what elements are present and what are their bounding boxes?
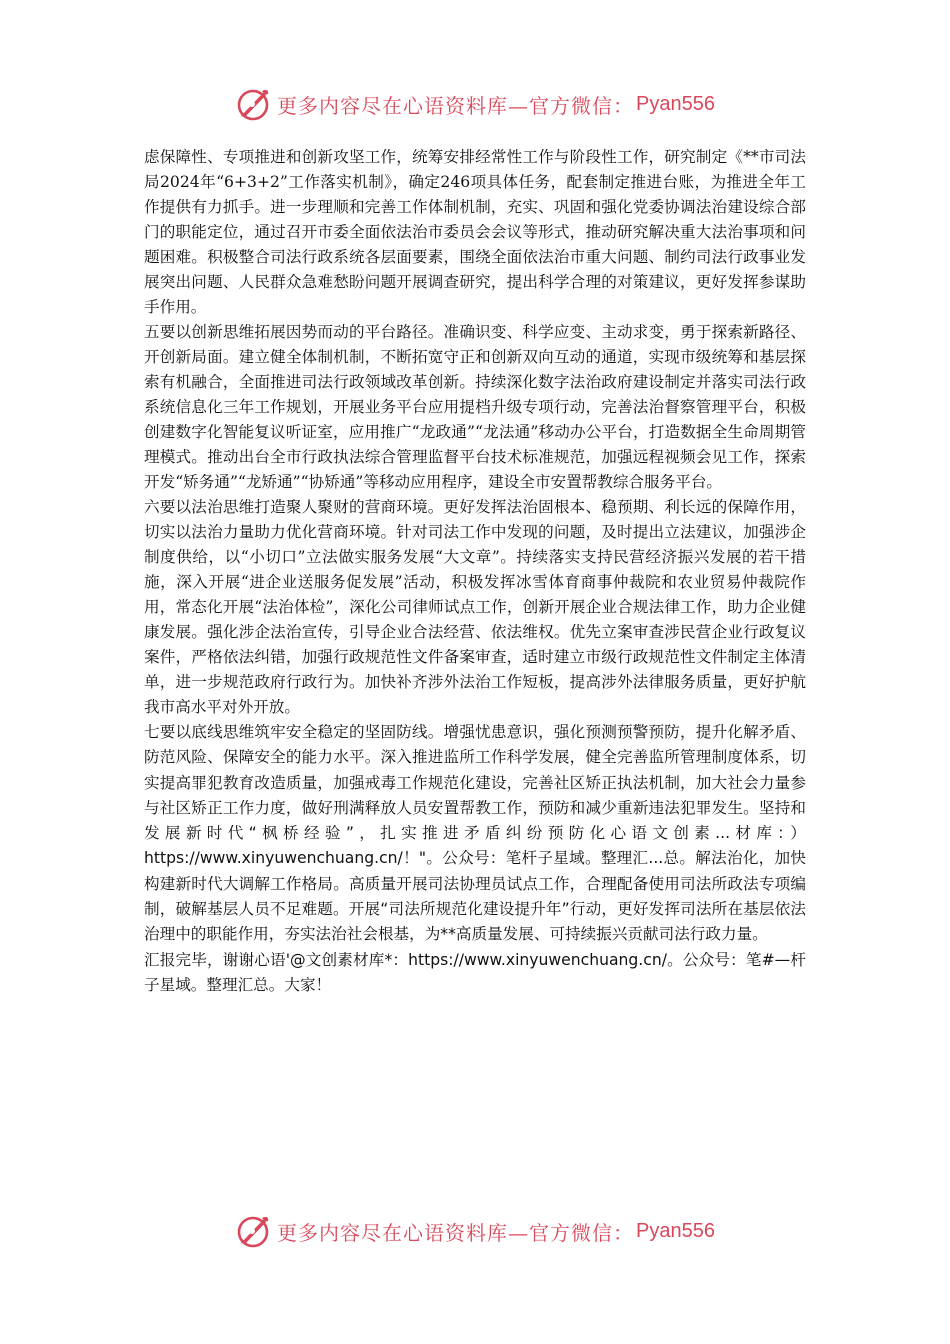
banner-text: 更多内容尽在心语资料库—官方微信：	[277, 93, 635, 118]
document-body	[144, 145, 806, 998]
paragraph-5: 五要以创新思维拓展因势而动的平台路径。准确识变、科学应变、主动求变，勇于探索新路径、开创新局面。建立健全体制机制，不断拓宽守正和创新双向互动的通道，实现市级统筹和基层探索有机融合，全面推进司法行政领域改革创新。持续深化数字法治政府建设制定并落实司法行政系统信息化三年工作规划，开展业务平台应用提档升级专项行动，完善法治督察管理平台，积极创建数字化智能复议听证室，应用推广“龙政通”“龙法通”移动办公平台，打造数据全生命周期管理模式。推动出台全市行政执法综合管理监督平台技术标准规范，加强远程视频会见工作，探索开发“矫务通”“龙矫通”“协矫通”等移动应用程序，建设全市安置帮教综合服务平台。	[144, 323, 806, 491]
paragraph-7: 七要以底线思维筑牢安全稳定的坚固防线。增强忧患意识，强化预测预警预防，提升化解矛盾、防范风险、保障安全的能力水平。深入推进监所工作科学发展，健全完善监所管理制度体系，切实提高罪犯教育改造质量，加强戒毒工作规范化建设，完善社区矫正执法机制，加大社会力量参与社区矫正工作力度，做好刑满释放人员安置帮教工作，预防和减少重新违法犯罪发生。坚持和发展新时代“枫桥经验”，扎实推进矛盾纠纷预防化心语文创素...材库：）https://www.xinyuwenchuang.cn/！"。公众号：笔杆子星域。整理汇...总。解法治化，加快构建新时代大调解工作格局。高质量开展司法协理员试点工作，合理配备使用司法所政法专项编制，破解基层人员不足难题。开展“司法所规范化建设提升年”行动，更好发挥司法所在基层依法治理中的职能作用，夯实法治社会根基，为**高质量发展、可持续振兴贡献司法行政力量。	[144, 723, 806, 944]
paragraph-6: 六要以法治思维打造聚人聚财的营商环境。更好发挥法治固根本、稳预期、利长远的保障作用，切实以法治力量助力优化营商环境。针对司法工作中发现的问题，及时提出立法建议，加强涉企制度供给，以“小切口”立法做实服务发展“大文章”。持续落实支持民营经济振兴发展的若干措施，深入开展“进企业送服务促发展”活动，积极发挥冰雪体育商事仲裁院和农业贸易仲裁院作用，常态化开展“法治体检”，深化公司律师试点工作，创新开展企业合规法律工作，助力企业健康发展。强化涉企法治宣传，引导企业合法经营、依法维权。优先立案审查涉民营企业行政复议案件，严格依法纠错，加强行政规范性文件备案审查，适时建立市级行政规范性文件制定主体清单，进一步规范政府行政行为。加快补齐涉外法治工作短板，提高涉外法律服务质量，更好护航我市高水平对外开放。	[144, 498, 806, 716]
header-banner	[0, 84, 950, 124]
banner-text: 更多内容尽在心语资料库—官方微信：	[277, 1220, 635, 1245]
footer-banner	[0, 1211, 950, 1251]
banner-wechat-id: Pyan556	[636, 92, 715, 115]
quill-pen-logo-icon	[235, 86, 271, 122]
banner-wechat-id: Pyan556	[636, 1219, 715, 1242]
paragraph-4-continuation: 虑保障性、专项推进和创新攻坚工作，统筹安排经常性工作与阶段性工作，研究制定《**市司法局2024年“6+3+2”工作落实机制》，确定246项具体任务，配套制定推进台账，为推进全年工作提供有力抓手。进一步理顺和完善工作体制机制，充实、巩固和强化党委协调法治建设综合部门的职能定位，通过召开市委全面依法治市委员会会议等形式，推动研究解决重大法治事项和问题困难。积极整合司法行政系统各层面要素，围绕全面依法治市重大问题、制约司法行政事业发展突出问题、人民群众急难愁盼问题开展调查研究，提出科学合理的对策建议，更好发挥参谋助手作用。	[144, 148, 806, 316]
quill-pen-logo-icon	[235, 1213, 271, 1249]
closing-paragraph: 汇报完毕，谢谢心语'@文创素材库*：https://www.xinyuwenchuang.cn/。公众号：笔#—杆子星域。整理汇总。大家！	[144, 950, 806, 994]
